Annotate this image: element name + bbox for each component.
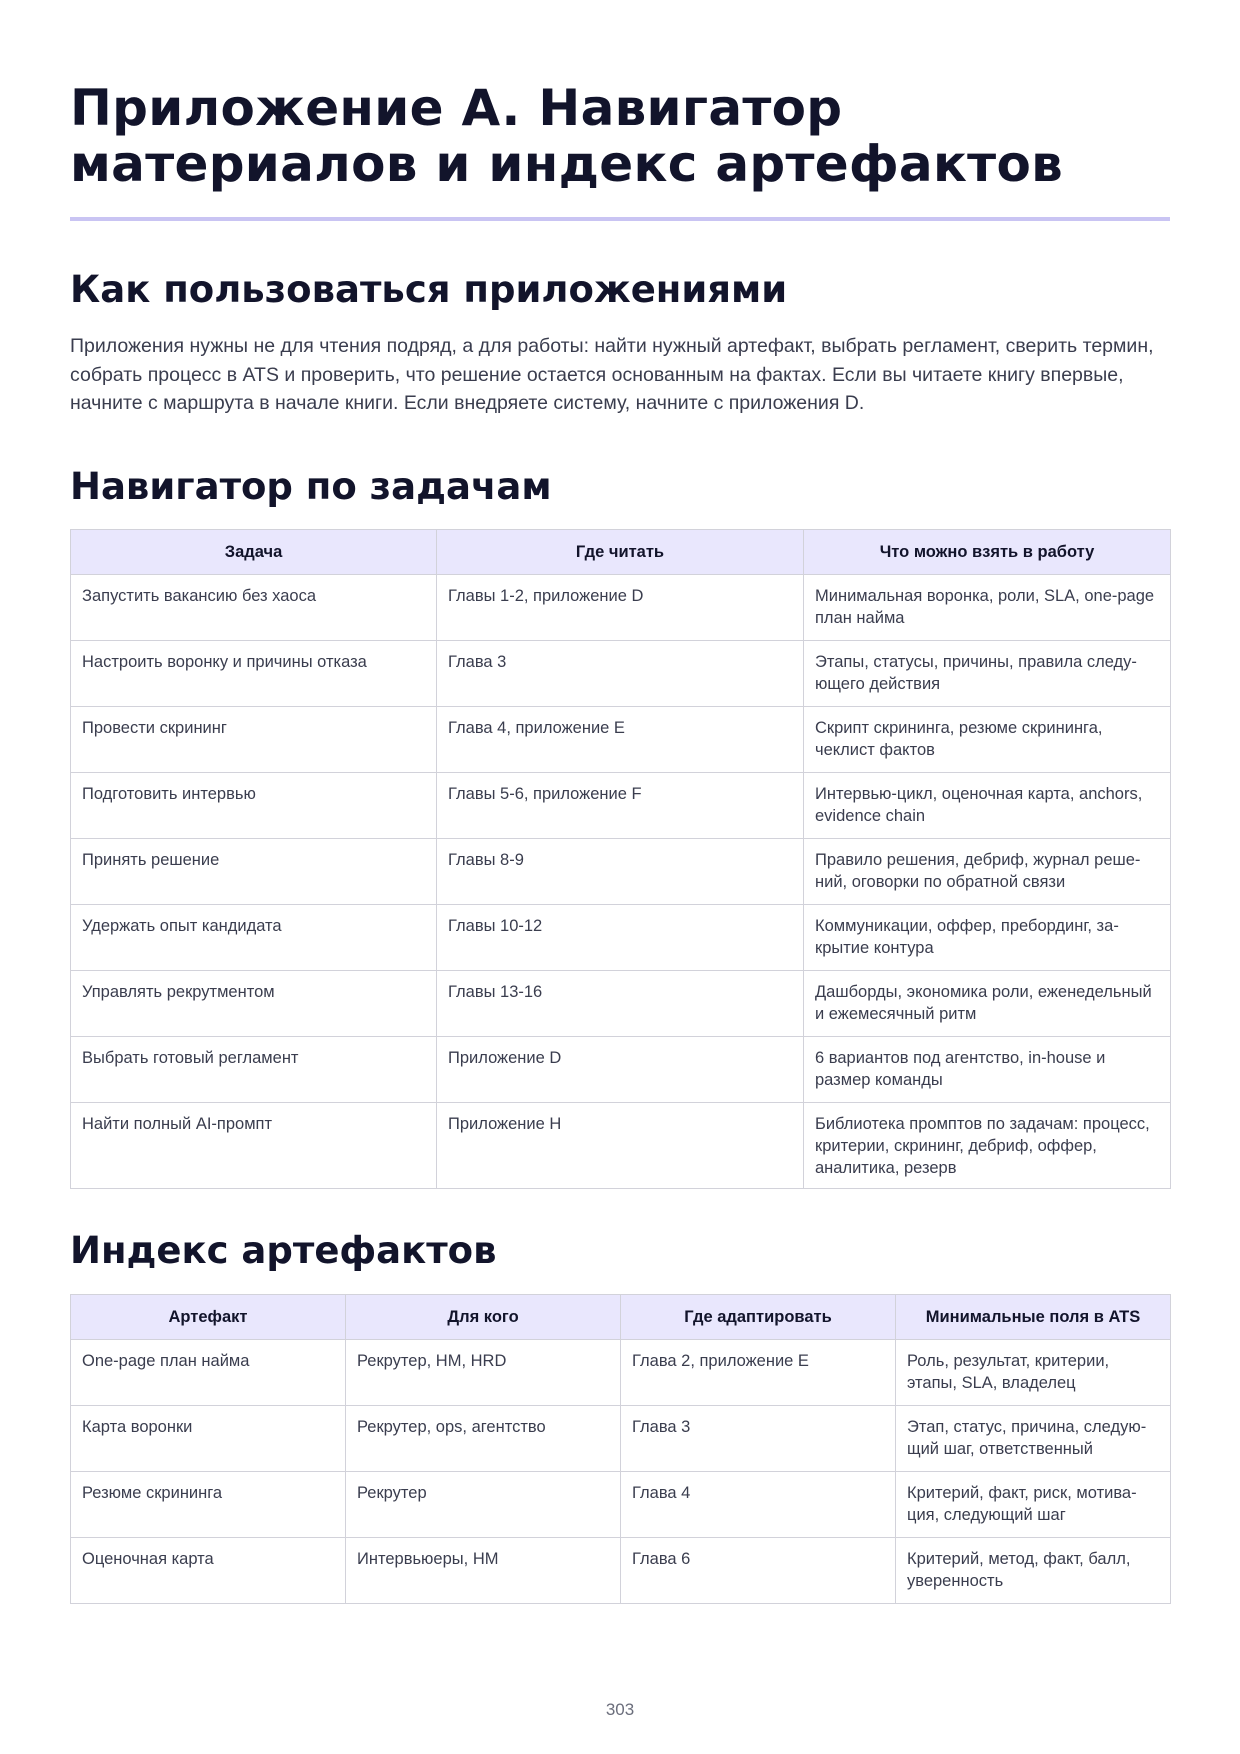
table-cell: Минимальная воронка, роли, SLA, one-page план найма xyxy=(804,575,1171,641)
column-header: Где читать xyxy=(437,530,804,575)
table-row xyxy=(71,1406,1171,1472)
table-cell: Глава 3 xyxy=(437,641,804,707)
table-cell: Оценочная карта xyxy=(71,1538,346,1604)
navigator-table xyxy=(70,529,1171,1189)
table-cell: Приложение D xyxy=(437,1037,804,1103)
page-number: 303 xyxy=(605,1700,635,1719)
table-cell: Рекрутер xyxy=(346,1472,621,1538)
table-cell: Главы 10-12 xyxy=(437,905,804,971)
table-cell: Этапы, статусы, причины, правила следующего действия xyxy=(804,641,1171,707)
table-row xyxy=(71,905,1171,971)
table-cell: Роль, результат, критерии, этапы, SLA, владелец xyxy=(896,1340,1171,1406)
table-cell: Интервью-цикл, оценочная карта, anchors, evidence chain xyxy=(804,773,1171,839)
table-row xyxy=(71,1472,1171,1538)
table-cell: One-page план найма xyxy=(71,1340,346,1406)
table-cell: Удержать опыт кандидата xyxy=(71,905,437,971)
table-cell: Критерий, факт, риск, мотивация, следующий шаг xyxy=(896,1472,1171,1538)
table-cell: Карта воронки xyxy=(71,1406,346,1472)
table-row xyxy=(71,1103,1171,1189)
table-row xyxy=(71,773,1171,839)
table-cell: Запустить вакансию без хаоса xyxy=(71,575,437,641)
usage-paragraph: Приложения нужны не для чтения подряд, а для работы: найти нужный артефакт, выбрать регламент, сверить термин, собрать процесс в ATS и проверить, что решение остается основанным на фактах. Если вы читаете книгу впервые, начните с маршрута в начале книги. Если внедряете систему, начните с приложения D. xyxy=(70,335,1154,414)
table-cell: Провести скрининг xyxy=(71,707,437,773)
column-header: Минимальные поля в ATS xyxy=(896,1295,1171,1340)
table-cell: Рекрутер, ops, агентство xyxy=(346,1406,621,1472)
table-cell: Приложение H xyxy=(437,1103,804,1189)
table-cell: Глава 4 xyxy=(621,1472,896,1538)
table-cell: Принять решение xyxy=(71,839,437,905)
table-cell: Управлять рекрутментом xyxy=(71,971,437,1037)
column-header: Задача xyxy=(71,530,437,575)
section-heading-usage: Как пользоваться приложениями xyxy=(70,268,788,311)
column-header: Где адаптировать xyxy=(621,1295,896,1340)
column-header: Для кого xyxy=(346,1295,621,1340)
table-row xyxy=(71,839,1171,905)
table-cell: Подготовить интервью xyxy=(71,773,437,839)
table-cell: Глава 4, приложение E xyxy=(437,707,804,773)
table-cell: Рекрутер, HM, HRD xyxy=(346,1340,621,1406)
table-cell: Резюме скрининга xyxy=(71,1472,346,1538)
column-header: Артефакт xyxy=(71,1295,346,1340)
table-row xyxy=(71,575,1171,641)
table-cell: Главы 13-16 xyxy=(437,971,804,1037)
section-heading-artifacts: Индекс артефактов xyxy=(70,1229,497,1272)
table-cell: Правило решения, дебриф, журнал решений, оговорки по обратной связи xyxy=(804,839,1171,905)
table-cell: Главы 1-2, приложение D xyxy=(437,575,804,641)
table-cell: Глава 6 xyxy=(621,1538,896,1604)
table-cell: Интервьюеры, HM xyxy=(346,1538,621,1604)
table-row xyxy=(71,1340,1171,1406)
table-row xyxy=(71,641,1171,707)
table-cell: Коммуникации, оффер, пребординг, закрытие контура xyxy=(804,905,1171,971)
table-header-row xyxy=(71,1295,1171,1340)
table-cell: Выбрать готовый регламент xyxy=(71,1037,437,1103)
column-header: Что можно взять в работу xyxy=(804,530,1171,575)
table-row xyxy=(71,1538,1171,1604)
table-cell: Критерий, метод, факт, балл, уверенность xyxy=(896,1538,1171,1604)
table-cell: Главы 8-9 xyxy=(437,839,804,905)
table-row xyxy=(71,707,1171,773)
table-cell: Главы 5-6, приложение F xyxy=(437,773,804,839)
section-heading-navigator: Навигатор по задачам xyxy=(70,465,552,508)
table-row xyxy=(71,1037,1171,1103)
title-divider xyxy=(70,217,1170,221)
table-header-row xyxy=(71,530,1171,575)
page-title: Приложение A. Навигатор материалов и индекс артефактов xyxy=(70,79,1064,193)
table-cell: Дашборды, экономика роли, еженедельный и ежемесячный ритм xyxy=(804,971,1171,1037)
table-cell: Библиотека промптов по задачам: процесс, критерии, скрининг, дебриф, оффер, аналитика, резерв xyxy=(804,1103,1171,1189)
table-row xyxy=(71,971,1171,1037)
table-cell: 6 вариантов под агентство, in-house и размер команды xyxy=(804,1037,1171,1103)
table-cell: Глава 2, приложение E xyxy=(621,1340,896,1406)
table-cell: Глава 3 xyxy=(621,1406,896,1472)
table-cell: Скрипт скрининга, резюме скрининга, чеклист фактов xyxy=(804,707,1171,773)
artifacts-table xyxy=(70,1294,1171,1604)
table-cell: Этап, статус, причина, следующий шаг, ответственный xyxy=(896,1406,1171,1472)
table-cell: Найти полный AI-промпт xyxy=(71,1103,437,1189)
table-cell: Настроить воронку и причины отказа xyxy=(71,641,437,707)
